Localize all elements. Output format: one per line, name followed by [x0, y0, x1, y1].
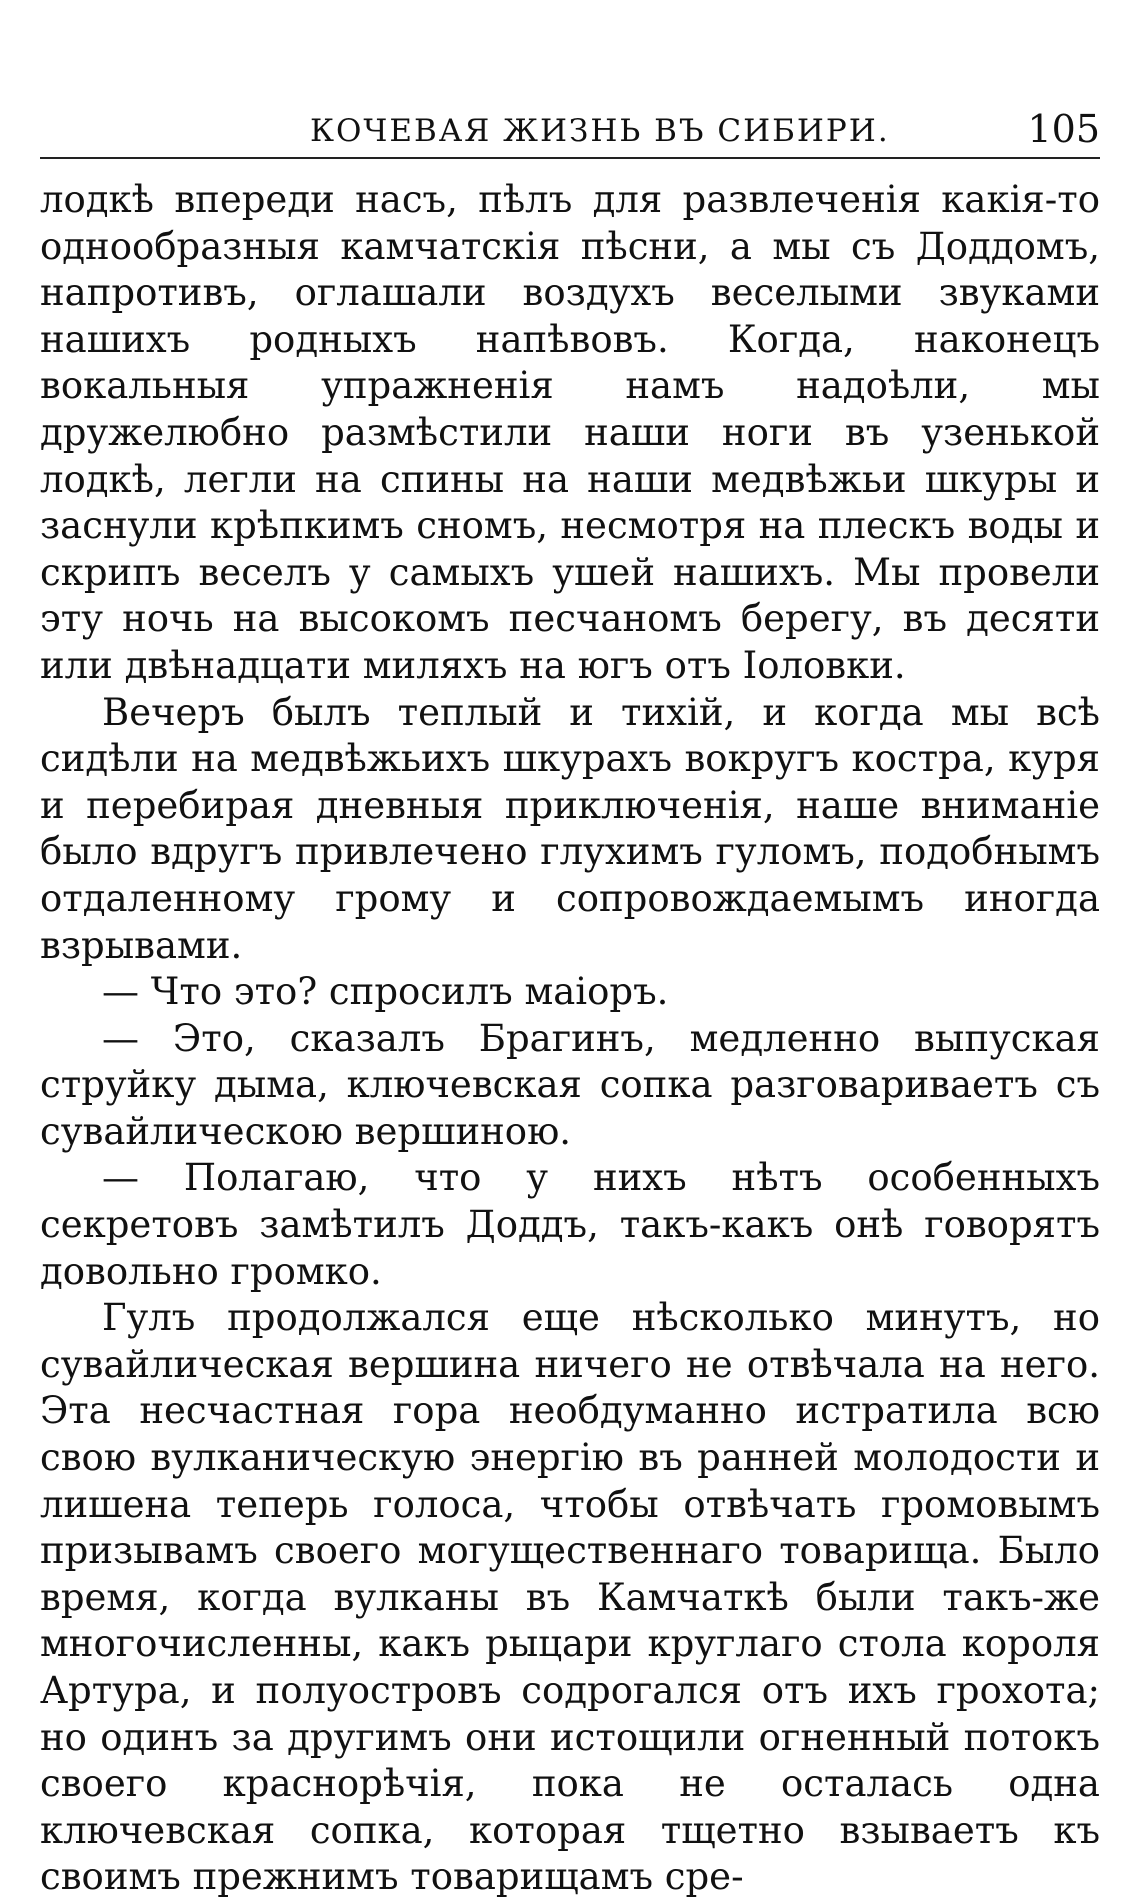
body-text [40, 177, 1100, 1901]
paragraph-2: Вечеръ былъ теплый и тихій, и когда мы всѣ сидѣли на медвѣжьихъ шкурахъ вокругъ костра, куря и перебирая дневныя приключенія, наше вниманіе было вдругъ привлечено глухимъ гуломъ, подобнымъ отдаленному грому и сопровождаемымъ иногда взрывами. [40, 690, 1100, 967]
page-header [40, 95, 1100, 159]
page-number: 105 [1027, 107, 1100, 151]
paragraph-3: Гулъ продолжался еще нѣсколько минутъ, но сувайлическая вершина ничего не отвѣчала на него. Эта несчастная гора необдуманно истратила всю свою вулканическую энергію въ ранней молодости и лишена теперь голоса, чтобы отвѣчать громовымъ призывамъ своего могущественнаго товарища. Было время, когда вулканы въ Камчаткѣ были такъ-же многочисленны, какъ рыцари круглаго стола короля Артура, и полуостровъ содрогался отъ ихъ грохота; но одинъ за другимъ они истощили огненный потокъ своего краснорѣчія, пока не осталась одна ключевская сопка, которая тщетно взываетъ къ своимъ прежнимъ товарищамъ сре- [40, 1296, 1100, 1899]
dialogue-line-1: — Что это? спросилъ маіоръ. [102, 970, 669, 1014]
paragraph-1: лодкѣ впереди насъ, пѣлъ для развлеченія какія-то однообразныя камчатскія пѣсни, а мы съ Доддомъ, напротивъ, оглашали воздухъ веселыми звуками нашихъ родныхъ напѣвовъ. Когда, наконецъ вокальныя упражненія намъ надоѣли, мы дружелюбно размѣстили наши ноги въ узенькой лодкѣ, легли на спины на наши медвѣжьи шкуры и заснули крѣпкимъ сномъ, несмотря на плескъ воды и скрипъ веселъ у самыхъ ушей нашихъ. Мы провели эту ночь на высокомъ песчаномъ берегу, въ десяти или двѣнадцати миляхъ на югъ отъ Іоловки. [40, 178, 1100, 687]
running-title: КОЧЕВАЯ ЖИЗНЬ ВЪ СИБИРИ. [310, 113, 890, 149]
dialogue-line-3: — Полагаю, что у нихъ нѣтъ особенныхъ секретовъ замѣтилъ Доддъ, такъ-какъ онѣ говорятъ довольно громко. [40, 1156, 1100, 1293]
book-page [40, 95, 1100, 1899]
dialogue-line-2: — Это, сказалъ Брагинъ, медленно выпуская струйку дыма, ключевская сопка разговариваетъ съ сувайлическою вершиною. [40, 1016, 1100, 1153]
